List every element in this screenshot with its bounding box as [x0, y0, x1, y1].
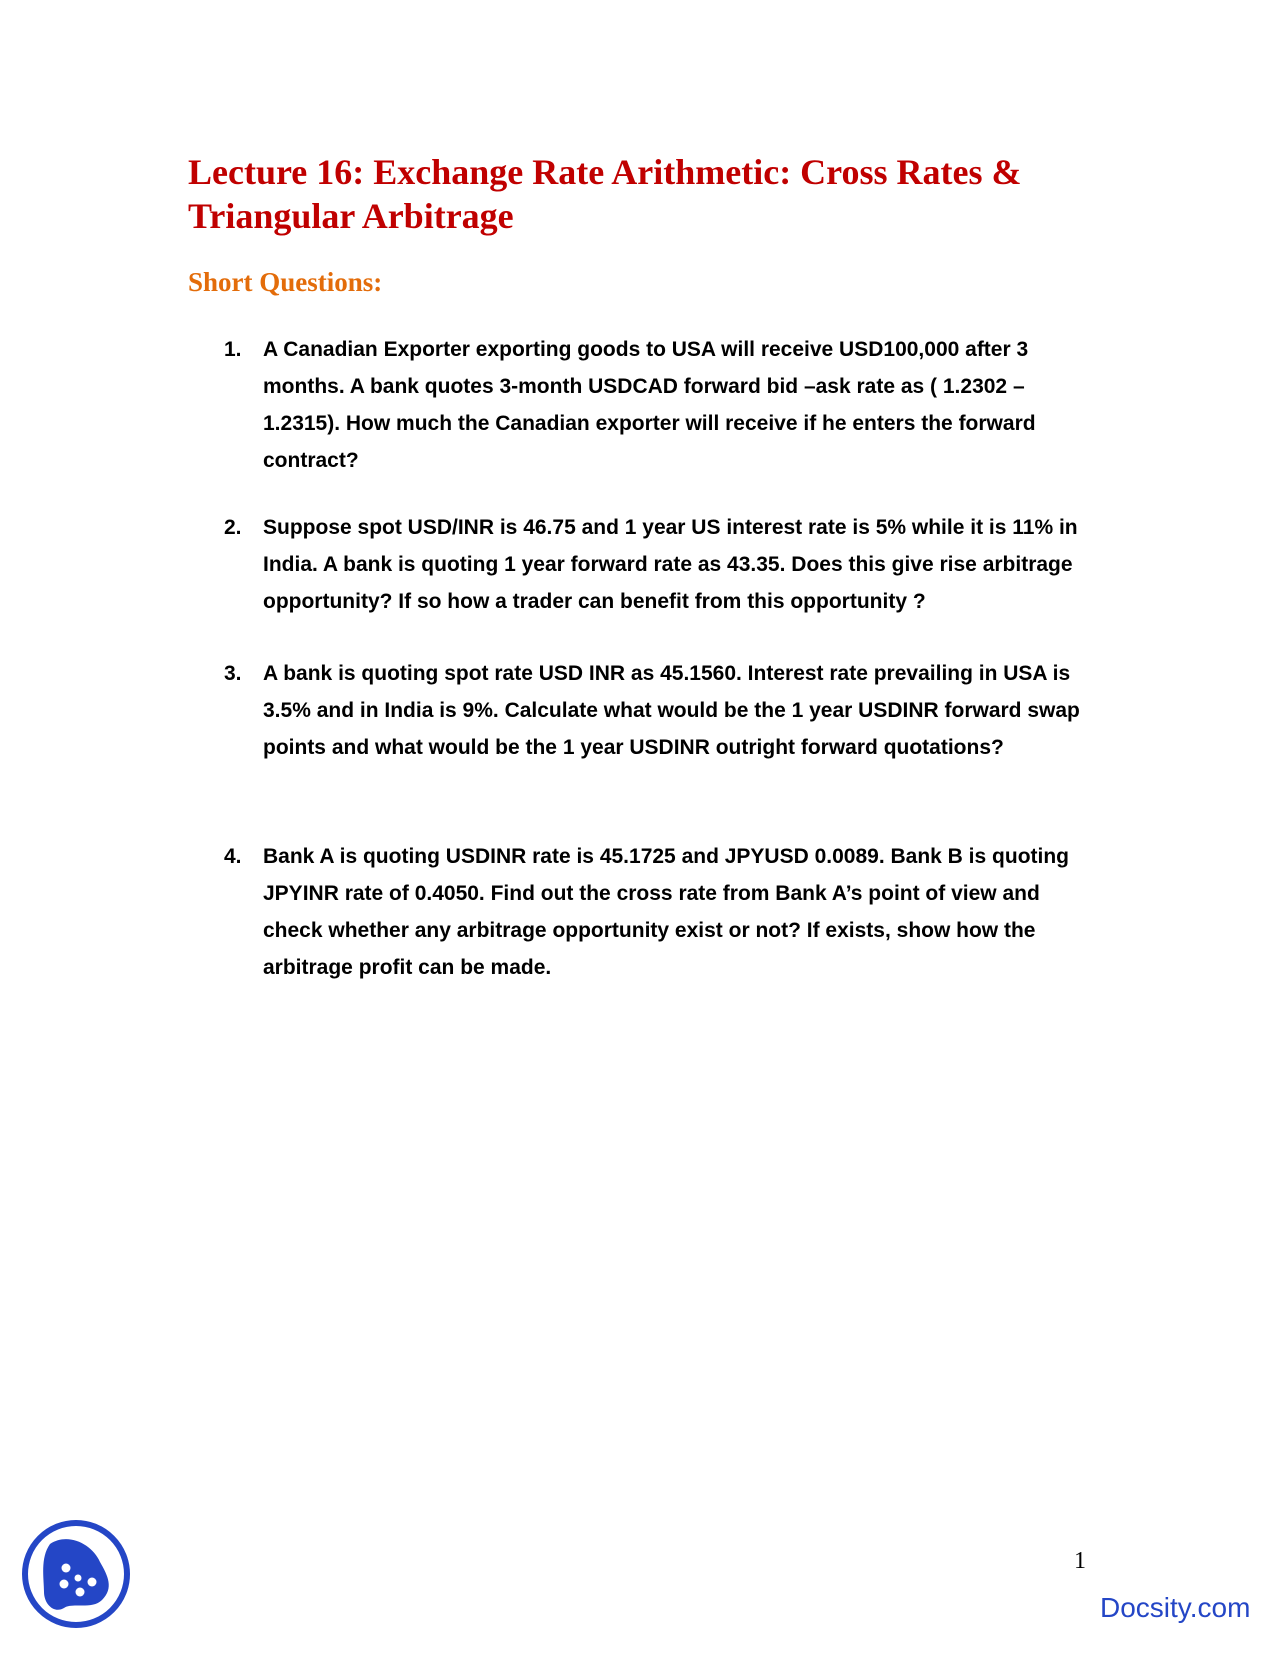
question-number: 3. [224, 662, 242, 685]
question-item [224, 509, 1104, 620]
section-heading: Short Questions: [188, 267, 383, 297]
docsity-brand-link[interactable]: Docsity.com [1100, 1592, 1251, 1623]
question-text: A Canadian Exporter exporting goods to USA will receive USD100,000 after 3 months. A bank quotes 3-month USDCAD forward bid –ask rate as ( 1.2302 – 1.2315). How much the Canadian exporter will receive if he enters the forward contract? [263, 338, 1036, 472]
page-number: 1 [1074, 1548, 1086, 1574]
question-item [224, 331, 1104, 479]
question-number: 4. [224, 845, 242, 868]
question-text: Bank A is quoting USDINR rate is 45.1725 and JPYUSD 0.0089. Bank B is quoting JPYINR rate of 0.4050. Find out the cross rate from Bank A’s point of view and check whether any arbitrage opportunity exist or not? If exists, show how the arbitrage profit can be made. [263, 845, 1069, 979]
question-item [224, 655, 1104, 766]
question-number: 2. [224, 516, 242, 539]
question-item [224, 838, 1104, 986]
docsity-logo-graphic [20, 1518, 132, 1630]
docsity-logo-icon[interactable] [20, 1518, 132, 1630]
page-title: Lecture 16: Exchange Rate Arithmetic: Cross Rates & Triangular Arbitrage [188, 152, 1022, 236]
question-number: 1. [224, 338, 242, 361]
question-text: Suppose spot USD/INR is 46.75 and 1 year US interest rate is 5% while it is 11% in India. A bank is quoting 1 year forward rate as 43.35. Does this give rise arbitrage opportunity? If so how a trader can benefit from this opportunity ? [263, 516, 1078, 613]
question-text: A bank is quoting spot rate USD INR as 45.1560. Interest rate prevailing in USA is 3.5% and in India is 9%. Calculate what would be the 1 year USDINR forward swap points and what would be the 1 year USDINR outright forward quotations? [263, 662, 1080, 759]
